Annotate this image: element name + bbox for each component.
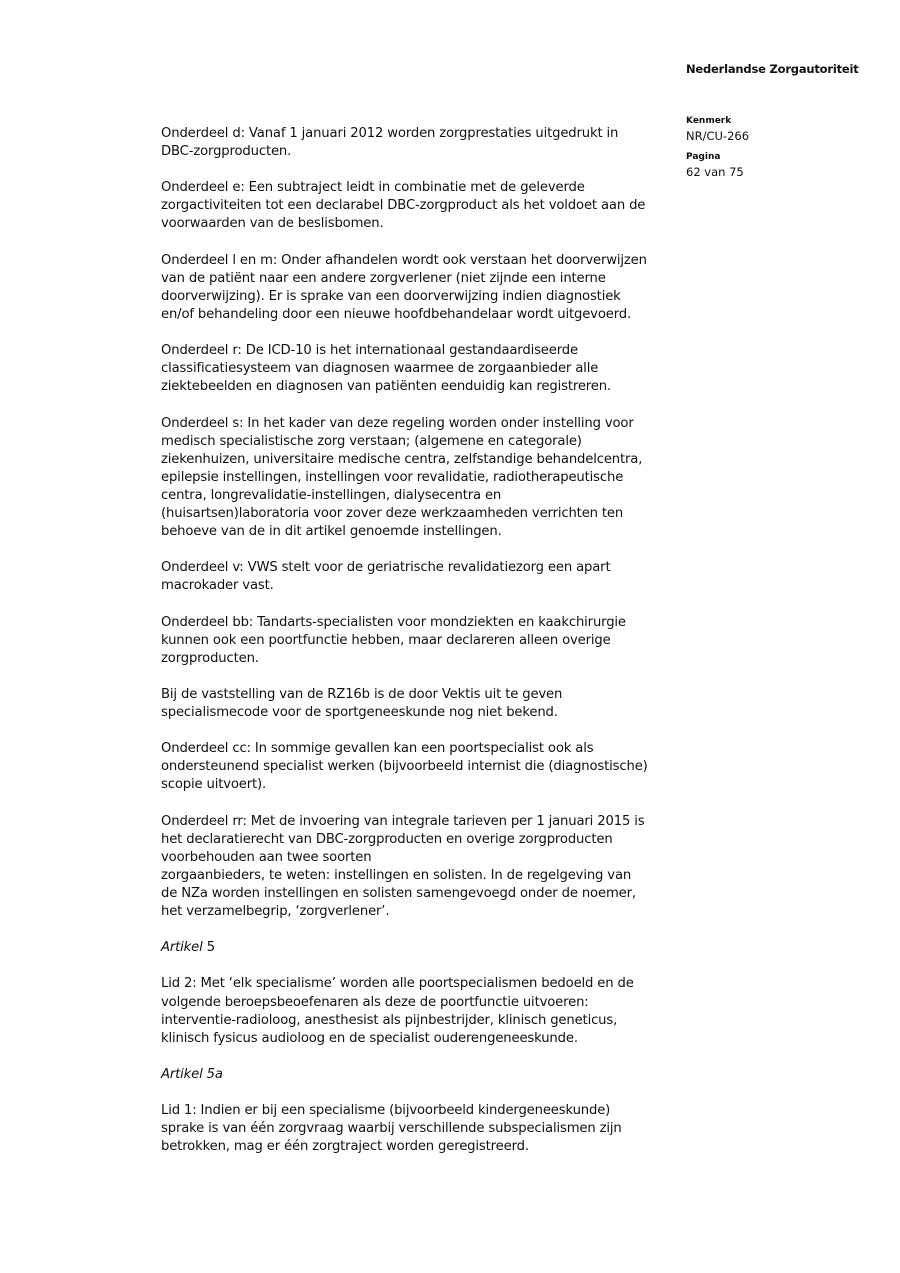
text-line: volgende beroepsbeoefenaren als deze de poortfunctie uitvoeren:	[161, 994, 589, 1010]
paragraph	[161, 559, 648, 595]
artikel-5a-heading: Artikel 5a	[161, 1066, 223, 1082]
text-line: en/of behandeling door een nieuwe hoofdbehandelaar wordt uitgevoerd.	[161, 306, 632, 322]
document-meta	[686, 114, 749, 180]
text-line: het verzamelbegrip, ‘zorgverlener’.	[161, 904, 390, 920]
text-line: centra, longrevalidatie-instellingen, dialysecentra en	[161, 487, 502, 503]
text-line: de NZa worden instellingen en solisten samengevoegd onder de noemer,	[161, 885, 636, 901]
paragraph	[161, 686, 648, 722]
text-line: van de patiënt naar een andere zorgverlener (niet zijnde een interne	[161, 270, 606, 286]
text-line: het declaratierecht van DBC-zorgproducten en overige zorgproducten	[161, 831, 613, 847]
text-line: Onderdeel cc: In sommige gevallen kan een poortspecialist ook als	[161, 741, 594, 757]
text-line: (huisartsen)laboratoria voor zover deze werkzaamheden verrichten ten	[161, 505, 624, 521]
organization-name: Nederlandse Zorgautoriteit	[686, 62, 859, 76]
artikel-5a-lid-1	[161, 1102, 648, 1156]
text-line: Onderdeel bb: Tandarts-specialisten voor mondziekten en kaakchirurgie	[161, 614, 626, 630]
paragraph	[161, 813, 648, 922]
text-line: ziektebeelden en diagnosen van patiënten eenduidig kan registreren.	[161, 379, 611, 395]
paragraph	[161, 415, 648, 542]
paragraph	[161, 342, 648, 396]
text-line: interventie-radioloog, anesthesist als pijnbestrijder, klinisch geneticus,	[161, 1012, 618, 1028]
text-line: klinisch fysicus audioloog en de specialist ouderengeneeskunde.	[161, 1030, 578, 1046]
paragraph	[161, 740, 648, 794]
text-line: Lid 2: Met ‘elk specialisme’ worden alle poortspecialismen bedoeld en de	[161, 976, 634, 992]
text-line: medisch specialistische zorg verstaan; (algemene en categorale)	[161, 433, 582, 449]
text-line: DBC-zorgproducten.	[161, 144, 292, 160]
text-line: zorgproducten.	[161, 650, 259, 666]
text-line: Onderdeel e: Een subtraject leidt in combinatie met de geleverde	[161, 180, 585, 196]
text-line: Onderdeel l en m: Onder afhandelen wordt ook verstaan het doorverwijzen	[161, 252, 647, 268]
text-line: Onderdeel r: De ICD-10 is het internationaal gestandaardiseerde	[161, 343, 578, 359]
text-line: Onderdeel s: In het kader van deze regeling worden onder instelling voor	[161, 415, 634, 431]
text-line: Lid 1: Indien er bij een specialisme (bijvoorbeeld kindergeneeskunde)	[161, 1103, 611, 1119]
text-line: specialismecode voor de sportgeneeskunde nog niet bekend.	[161, 705, 558, 720]
kenmerk-label: Kenmerk	[686, 116, 732, 126]
artikel-5-heading: Artikel 5	[161, 940, 215, 956]
text-line: zorgaanbieders, te weten: instellingen en solisten. In de regelgeving van	[161, 867, 632, 883]
artikel-5-lid-2	[161, 975, 648, 1047]
text-line: voorbehouden aan twee soorten	[161, 849, 372, 865]
text-line: ondersteunend specialist werken (bijvoorbeeld internist die (diagnostische)	[161, 759, 648, 775]
text-line: epilepsie instellingen, instellingen voor revalidatie, radiotherapeutische	[161, 469, 624, 485]
text-line: betrokken, mag er één zorgtraject worden geregistreerd.	[161, 1139, 529, 1155]
text-line: macrokader vast.	[161, 578, 274, 594]
text-line: ziekenhuizen, universitaire medische centra, zelfstandige behandelcentra,	[161, 451, 643, 467]
text-line: scopie uitvoert).	[161, 777, 267, 793]
paragraph	[161, 252, 648, 324]
pagina-value: 62 van 75	[686, 165, 744, 179]
text-line: classificatiesysteem van diagnosen waarmee de zorgaanbieder alle	[161, 361, 599, 377]
pagina-label: Pagina	[686, 152, 721, 162]
text-line: Onderdeel v: VWS stelt voor de geriatrische revalidatiezorg een apart	[161, 560, 611, 576]
text-line: Bij de vaststelling van de RZ16b is de door Vektis uit te geven	[161, 686, 563, 702]
text-line: sprake is van één zorgvraag waarbij verschillende subspecialismen zijn	[161, 1121, 622, 1137]
document-body	[161, 125, 648, 1174]
text-line: Onderdeel rr: Met de invoering van integrale tarieven per 1 januari 2015 is	[161, 813, 645, 829]
text-line: voorwaarden van de beslisbomen.	[161, 216, 384, 232]
paragraph	[161, 614, 648, 668]
text-line: kunnen ook een poortfunctie hebben, maar declareren alleen overige	[161, 632, 611, 648]
paragraph	[161, 179, 648, 233]
kenmerk-value: NR/CU-266	[686, 129, 750, 143]
text-line: doorverwijzing). Er is sprake van een doorverwijzing indien diagnostiek	[161, 288, 621, 304]
text-line: behoeve van de in dit artikel genoemde instellingen.	[161, 524, 502, 540]
text-line: zorgactiviteiten tot een declarabel DBC-zorgproduct als het voldoet aan de	[161, 198, 646, 214]
paragraph	[161, 125, 648, 161]
text-line: Onderdeel d: Vanaf 1 januari 2012 worden zorgprestaties uitgedrukt in	[161, 126, 619, 141]
